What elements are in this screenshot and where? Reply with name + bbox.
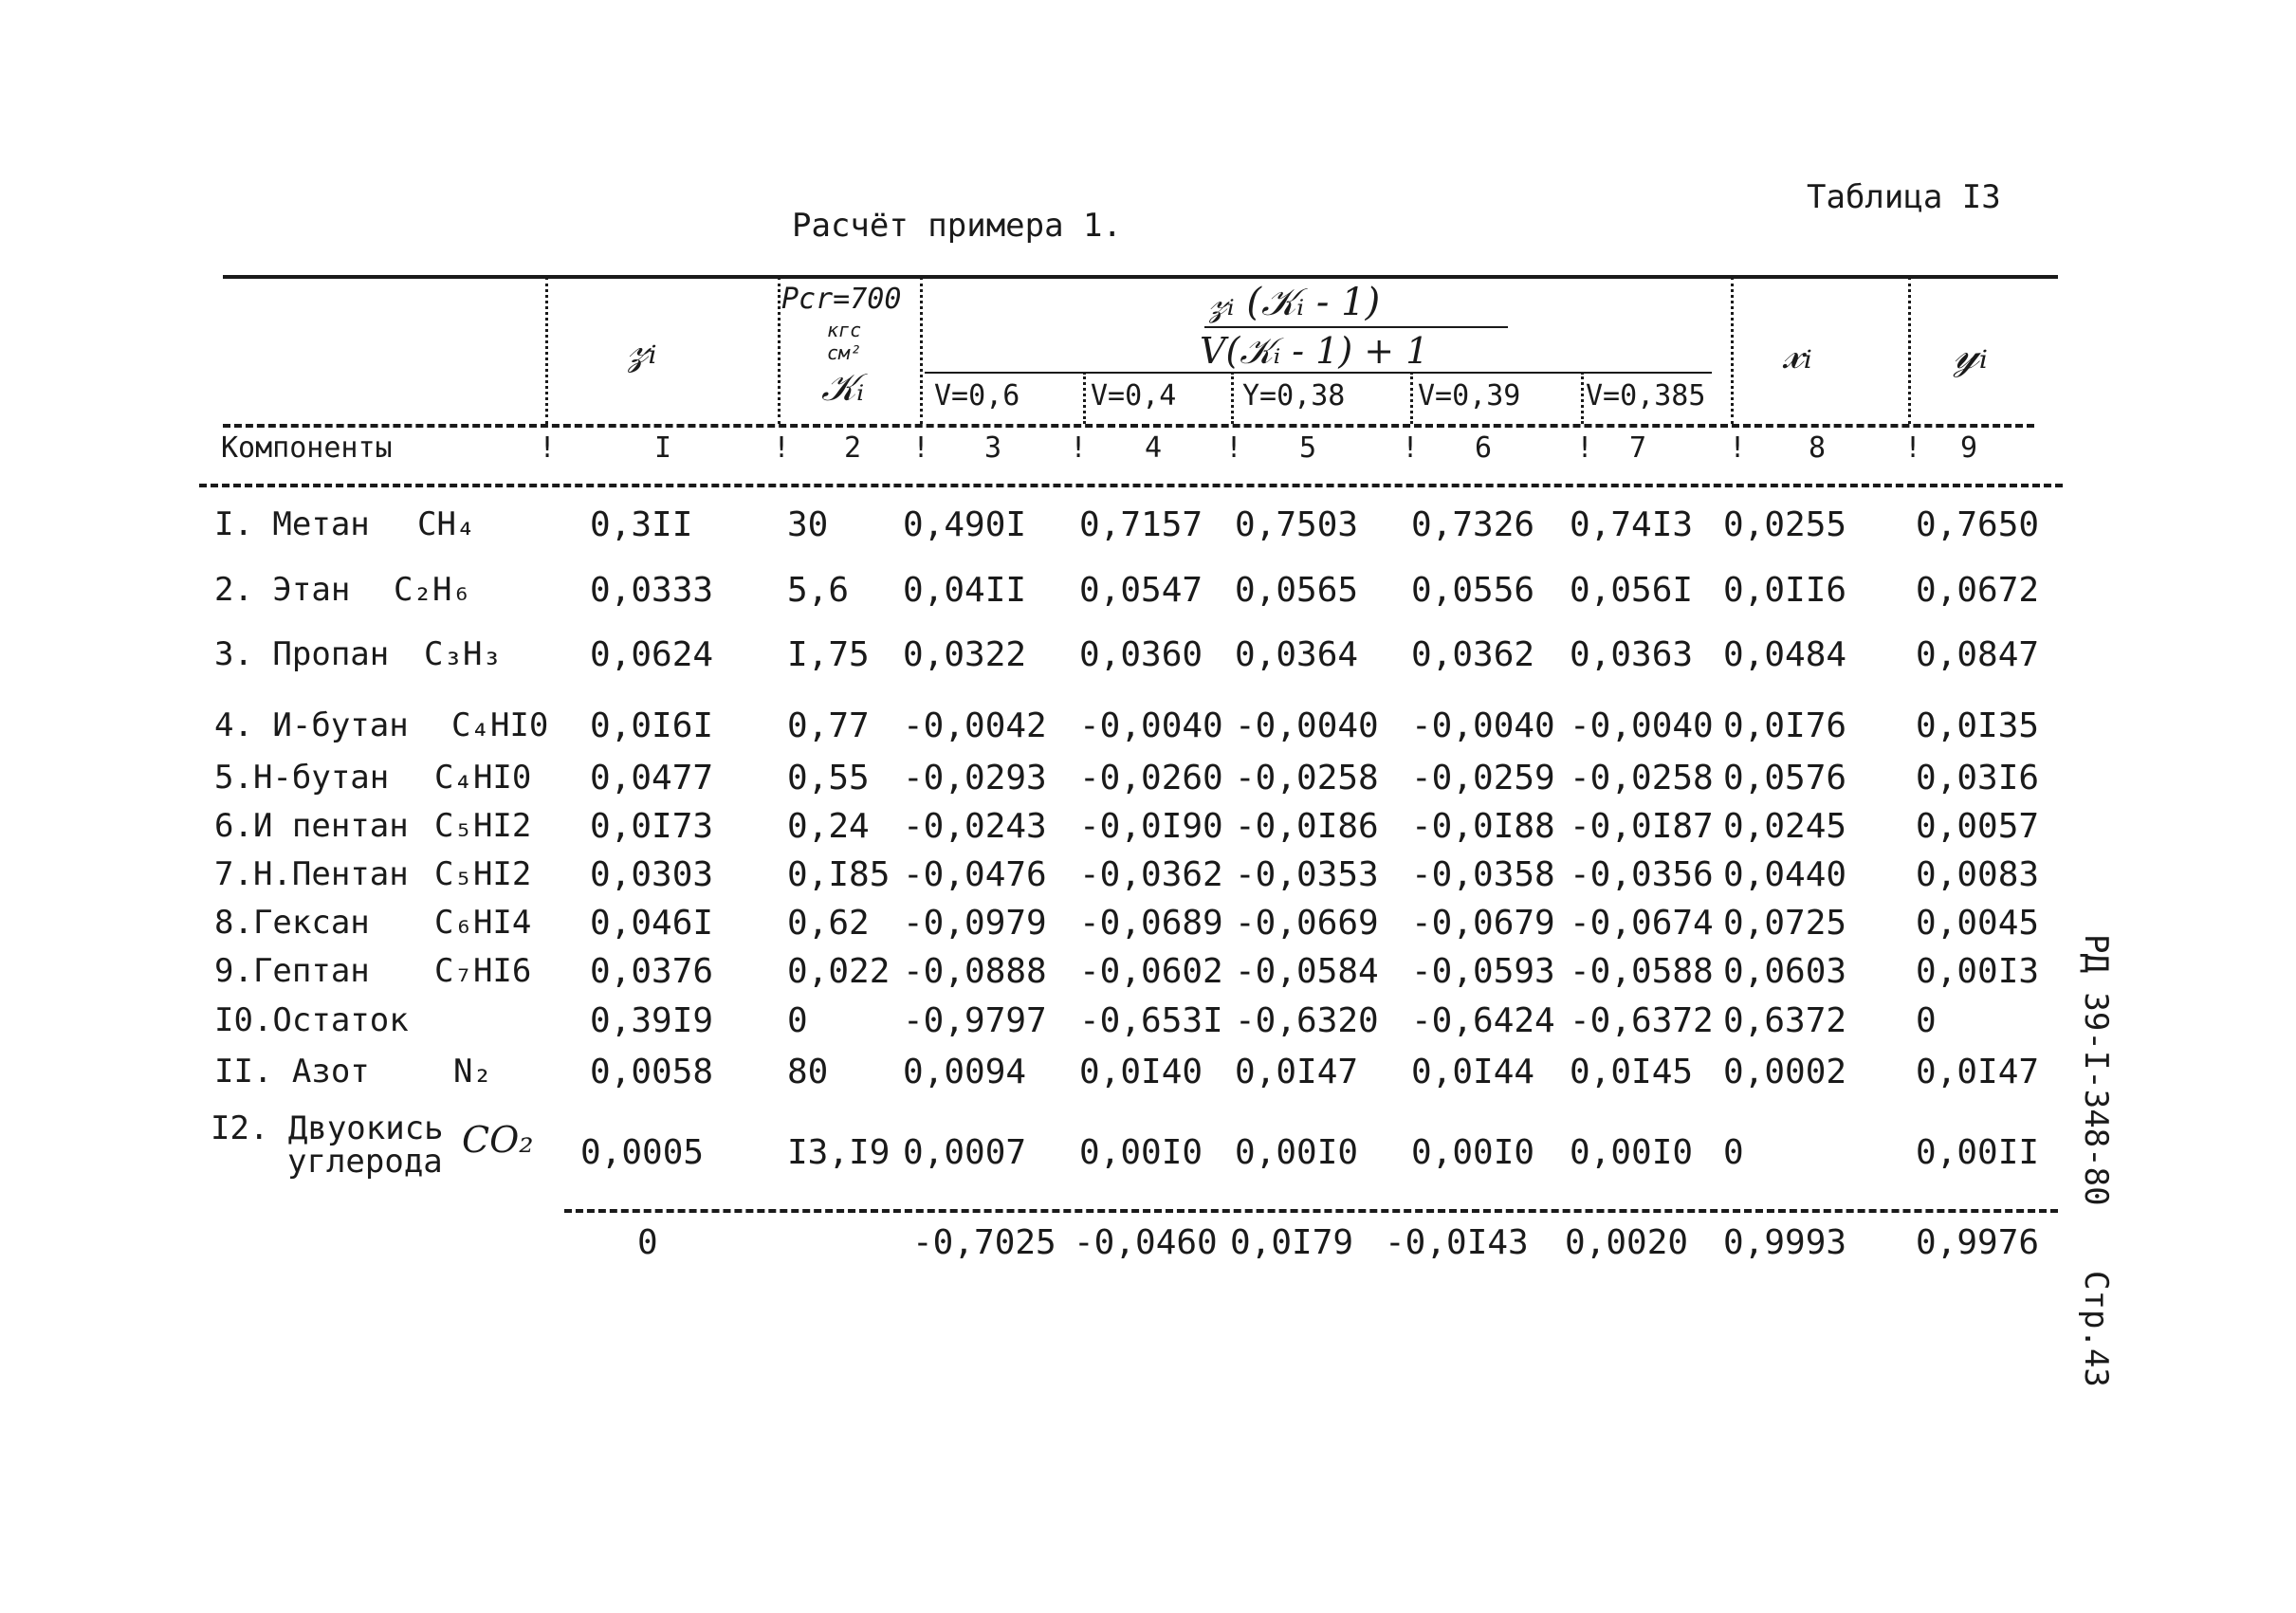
table-cell: 0,0I44 [1411, 1053, 1535, 1091]
component-name: I. Метан [214, 505, 370, 543]
col-head-xi: 𝓍ᵢ [1783, 327, 1812, 378]
table-cell: 0,0333 [590, 571, 714, 610]
table-cell: 0,00I0 [1235, 1133, 1359, 1172]
component-name-line2: углерода [287, 1143, 443, 1181]
table-cell: -0,0042 [903, 706, 1047, 745]
total-cell: 0,9976 [1916, 1223, 2040, 1262]
table-cell: -0,0602 [1079, 952, 1223, 991]
table-cell: 0,I85 [787, 855, 891, 894]
table-cell: 0,0I6I [590, 706, 714, 745]
table-cell: 0,0I76 [1723, 706, 1847, 745]
table-cell: 0,39I9 [590, 1001, 714, 1040]
table-cell: 0,00I0 [1570, 1133, 1694, 1172]
table-cell: 0 [1723, 1133, 1744, 1172]
col-number: 9 [1960, 431, 1978, 465]
table-cell: 0,00I0 [1079, 1133, 1203, 1172]
header-separator [1231, 372, 1234, 424]
component-formula: CH₄ [417, 505, 476, 543]
table-cell: -0,0I88 [1411, 807, 1555, 846]
table-cell: -0,0259 [1411, 759, 1555, 797]
table-cell: -0,0040 [1411, 706, 1555, 745]
formula-fraction-line [1204, 326, 1508, 328]
col-head-pcr: Pcr=700 [781, 283, 902, 316]
header-divider-rule [223, 424, 2034, 428]
table-cell: 0,04II [903, 571, 1027, 610]
table-cell: 30 [787, 505, 829, 544]
col-number: 8 [1809, 431, 1827, 465]
table-cell: 0,77 [787, 706, 870, 745]
table-cell: -0,0260 [1079, 759, 1223, 797]
col-separator-mark: ! [1729, 431, 1747, 465]
component-formula: C₇HI6 [434, 952, 532, 990]
table-cell: -0,0258 [1235, 759, 1379, 797]
table-cell: 0,0360 [1079, 635, 1203, 674]
header-separator [1908, 277, 1911, 424]
totals-rule [564, 1209, 2058, 1213]
col-number: I [654, 431, 672, 465]
total-cell: 0,9993 [1723, 1223, 1847, 1262]
table-cell: 0,62 [787, 904, 870, 943]
header-separator [1410, 372, 1413, 424]
component-name: 3. Пропан [214, 635, 390, 673]
table-cell: -0,0362 [1079, 855, 1223, 894]
table-cell: -0,0356 [1570, 855, 1714, 894]
component-formula: C₄HI0 [434, 759, 532, 797]
table-cell: 0,0362 [1411, 635, 1535, 674]
table-cell: -0,0I86 [1235, 807, 1379, 846]
col-head-yi: 𝓎ᵢ [1954, 327, 1988, 378]
component-name: 9.Гептан [214, 952, 370, 990]
table-cell: -0,0593 [1411, 952, 1555, 991]
col-head-pcr-units-top: кгс [827, 319, 862, 341]
col-separator-mark: ! [912, 431, 930, 465]
table-cell: 0,7157 [1079, 505, 1203, 544]
table-cell: 0,0364 [1235, 635, 1359, 674]
table-cell: 0,022 [787, 952, 891, 991]
total-cell: -0,0460 [1074, 1223, 1218, 1262]
table-cell: 0,0576 [1723, 759, 1847, 797]
table-title: Расчёт примера 1. [792, 207, 1122, 245]
table-cell: 0,0002 [1723, 1053, 1847, 1091]
table-cell: 0,0I47 [1235, 1053, 1359, 1091]
table-cell: 0,55 [787, 759, 870, 797]
header-separator [1731, 277, 1734, 424]
table-cell: -0,0040 [1235, 706, 1379, 745]
table-cell: 0,0057 [1916, 807, 2040, 846]
table-cell: 0,490I [903, 505, 1027, 544]
component-name: 4. И-бутан [214, 706, 409, 744]
table-cell: 0,0484 [1723, 635, 1847, 674]
table-cell: 0,0I73 [590, 807, 714, 846]
table-cell: 0,74I3 [1570, 505, 1694, 544]
col-head-ki: 𝒦ᵢ [821, 366, 865, 410]
col-separator-mark: ! [1225, 431, 1243, 465]
formula-numerator: 𝓏ᵢ (𝒦ᵢ - 1) [1209, 281, 1381, 324]
table-cell: 0,3II [590, 505, 693, 544]
table-cell: 0,0556 [1411, 571, 1535, 610]
component-formula: C₄HI0 [451, 706, 549, 744]
component-formula: C₂H₆ [394, 571, 471, 609]
component-name: 5.Н-бутан [214, 759, 390, 797]
table-cell: -0,9797 [903, 1001, 1047, 1040]
table-cell: 0 [787, 1001, 808, 1040]
table-cell: 0,0094 [903, 1053, 1027, 1091]
table-cell: -0,0293 [903, 759, 1047, 797]
v-value-header: V=0,385 [1586, 379, 1706, 412]
table-cell: 5,6 [787, 571, 850, 610]
table-cell: 0,0440 [1723, 855, 1847, 894]
top-rule [223, 275, 2058, 279]
table-cell: 0,6372 [1723, 1001, 1847, 1040]
table-cell: 0,0045 [1916, 904, 2040, 943]
table-cell: -0,0040 [1079, 706, 1223, 745]
table-cell: 0,0I47 [1916, 1053, 2040, 1091]
table-cell: -0,0888 [903, 952, 1047, 991]
col-number: 4 [1145, 431, 1163, 465]
col-separator-mark: ! [539, 431, 557, 465]
component-formula: C₃H₃ [424, 635, 502, 673]
table-cell: 0,0I40 [1079, 1053, 1203, 1091]
col-separator-mark: ! [1070, 431, 1088, 465]
table-cell: -0,0243 [903, 807, 1047, 846]
table-cell: 0,0725 [1723, 904, 1847, 943]
components-header: Компоненты [221, 431, 393, 465]
table-cell: 0,0I35 [1916, 706, 2040, 745]
col-head-pcr-units-bottom: см² [827, 341, 862, 364]
header-separator [1581, 372, 1584, 424]
page-number: Стр.43 [2077, 1271, 2115, 1387]
col-number: 5 [1299, 431, 1317, 465]
table-cell: -0,0358 [1411, 855, 1555, 894]
table-cell: 0 [1916, 1001, 1937, 1040]
table-cell: 0,0672 [1916, 571, 2040, 610]
table-cell: 0,0005 [580, 1133, 705, 1172]
table-cell: 0,0083 [1916, 855, 2040, 894]
col-number: 6 [1475, 431, 1493, 465]
table-cell: 0,0322 [903, 635, 1027, 674]
total-cell: 0,0020 [1565, 1223, 1689, 1262]
table-cell: 0,00II [1916, 1133, 2040, 1172]
table-cell: 0,0363 [1570, 635, 1694, 674]
table-cell: 0,00I3 [1916, 952, 2040, 991]
table-cell: 0,056I [1570, 571, 1694, 610]
header-separator [920, 277, 923, 424]
table-cell: I3,I9 [787, 1133, 891, 1172]
header-separator [778, 277, 781, 424]
table-cell: 0,7326 [1411, 505, 1535, 544]
table-cell: 0,046I [590, 904, 714, 943]
col-number: 2 [844, 431, 862, 465]
total-cell: -0,0I43 [1385, 1223, 1529, 1262]
v-value-header: V=0,4 [1091, 379, 1177, 412]
header-separator [545, 277, 548, 424]
table-cell: 0,0255 [1723, 505, 1847, 544]
component-name: 2. Этан [214, 571, 351, 609]
table-cell: 0,0II6 [1723, 571, 1847, 610]
table-cell: I,75 [787, 635, 870, 674]
table-cell: -0,0588 [1570, 952, 1714, 991]
col-number: 3 [984, 431, 1002, 465]
total-cell: 0 [637, 1223, 658, 1262]
col-separator-mark: ! [1904, 431, 1922, 465]
component-name: I2. Двуокись [211, 1109, 444, 1147]
table-cell: 0,0603 [1723, 952, 1847, 991]
component-formula: N₂ [453, 1053, 492, 1091]
component-name: 8.Гексан [214, 904, 370, 942]
table-cell: 0,0303 [590, 855, 714, 894]
table-cell: 0,7503 [1235, 505, 1359, 544]
v-value-header: Y=0,38 [1242, 379, 1346, 412]
table-cell: 80 [787, 1053, 829, 1091]
table-cell: 0,0I45 [1570, 1053, 1694, 1091]
total-cell: -0,7025 [912, 1223, 1056, 1262]
table-cell: 0,00I0 [1411, 1133, 1535, 1172]
table-cell: -0,0040 [1570, 706, 1714, 745]
table-cell: 0,0477 [590, 759, 714, 797]
document-code: РД 39-I-348-80 [2077, 934, 2115, 1206]
table-label: Таблица I3 [1807, 178, 2001, 216]
component-name: I0.Остаток [214, 1001, 409, 1039]
col-number: 7 [1629, 431, 1647, 465]
table-cell: 0,24 [787, 807, 870, 846]
component-formula: C₆HI4 [434, 904, 532, 942]
component-formula: C₅HI2 [434, 855, 532, 893]
table-cell: -0,0I90 [1079, 807, 1223, 846]
table-cell: -0,0584 [1235, 952, 1379, 991]
table-cell: 0,03I6 [1916, 759, 2040, 797]
table-cell: 0,0565 [1235, 571, 1359, 610]
table-cell: 0,0058 [590, 1053, 714, 1091]
total-cell: 0,0I79 [1230, 1223, 1354, 1262]
table-cell: 0,0245 [1723, 807, 1847, 846]
table-cell: -0,0679 [1411, 904, 1555, 943]
table-cell: 0,0376 [590, 952, 714, 991]
table-cell: -0,0689 [1079, 904, 1223, 943]
component-name: 6.И пентан [214, 807, 409, 845]
table-cell: 0,0547 [1079, 571, 1203, 610]
v-value-header: V=0,39 [1418, 379, 1521, 412]
table-cell: -0,653I [1079, 1001, 1223, 1040]
table-cell: -0,0669 [1235, 904, 1379, 943]
table-cell: -0,6320 [1235, 1001, 1379, 1040]
table-cell: -0,0353 [1235, 855, 1379, 894]
col-separator-mark: ! [1402, 431, 1420, 465]
header-bottom-rule [199, 484, 2063, 487]
component-name: II. Азот [214, 1053, 370, 1091]
table-cell: -0,6424 [1411, 1001, 1555, 1040]
table-cell: -0,0258 [1570, 759, 1714, 797]
table-cell: -0,0674 [1570, 904, 1714, 943]
col-head-zi: 𝓏ᵢ [628, 322, 657, 374]
table-cell: 0,7650 [1916, 505, 2040, 544]
table-cell: -0,6372 [1570, 1001, 1714, 1040]
col-separator-mark: ! [773, 431, 791, 465]
component-formula: C₅HI2 [434, 807, 532, 845]
formula-denominator: V(𝒦ᵢ - 1) + 1 [1200, 330, 1429, 372]
table-cell: 0,0007 [903, 1133, 1027, 1172]
table-cell: 0,0847 [1916, 635, 2040, 674]
table-cell: -0,0I87 [1570, 807, 1714, 846]
col-separator-mark: ! [1576, 431, 1594, 465]
table-cell: 0,0624 [590, 635, 714, 674]
table-cell: -0,0979 [903, 904, 1047, 943]
v-value-header: V=0,6 [934, 379, 1020, 412]
header-separator [1083, 372, 1086, 424]
component-name: 7.Н.Пентан [214, 855, 409, 893]
table-cell: -0,0476 [903, 855, 1047, 894]
component-formula: CO₂ [462, 1119, 534, 1161]
